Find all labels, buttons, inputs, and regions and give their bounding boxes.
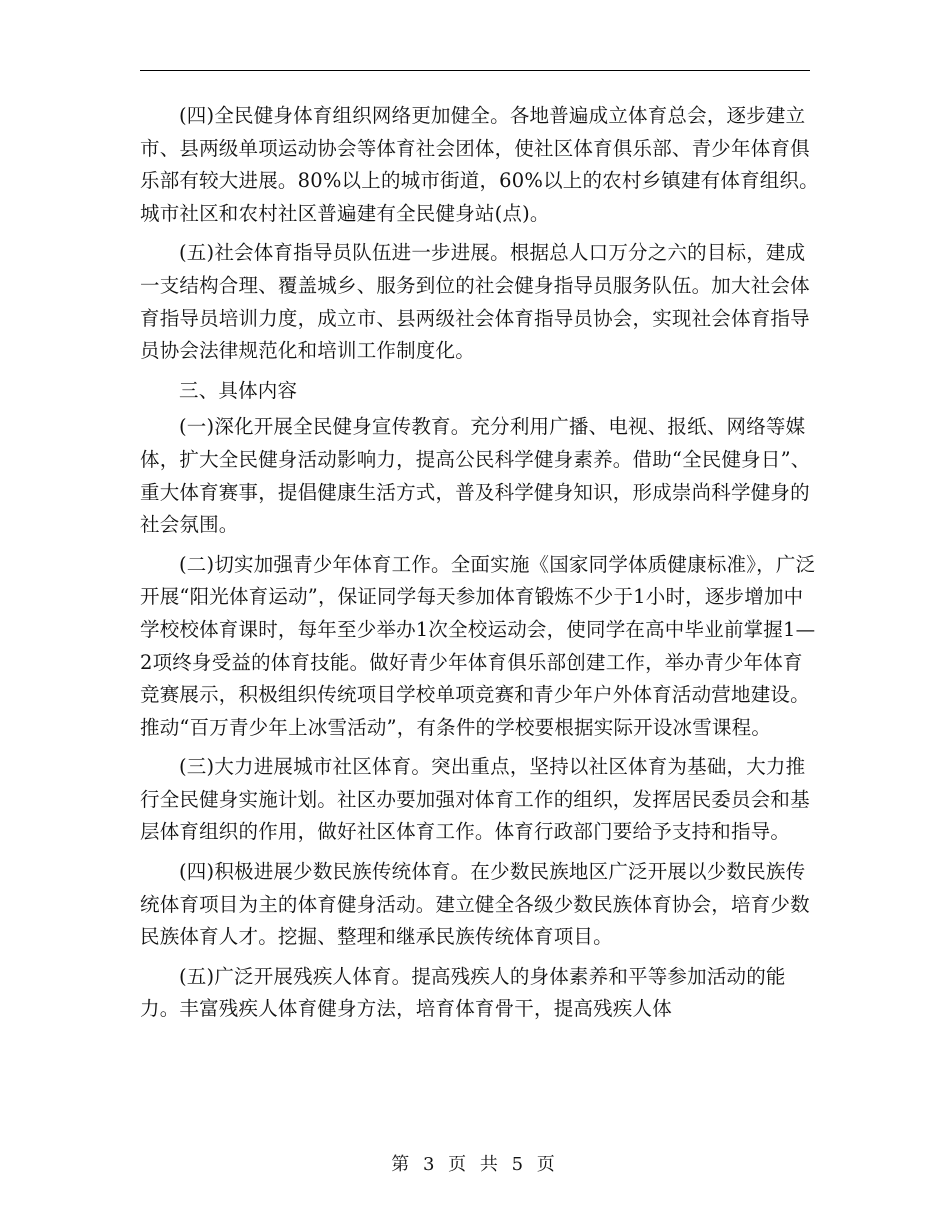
paragraph-community-sports: (三)大力进展城市社区体育。突出重点，坚持以社区体育为基础，大力推行全民健身实施计划。社区办要加强对体育工作的组织，发挥居民委员会和基层体育组织的作用，做好社区体育工作。体育行政部门要给予支持和指导。 bbox=[140, 755, 810, 844]
paragraph-publicity: (一)深化开展全民健身宣传教育。充分利用广播、电视、报纸、网络等媒体，扩大全民健身活动影响力，提高公民科学健身素养。借助“全民健身日”、重大体育赛事，提倡健康生活方式，普及科学健身知识，形成崇尚科学健身的社会氛围。 bbox=[140, 415, 811, 537]
page-number: 第 3 页 共 5 页 bbox=[391, 1154, 559, 1175]
paragraph-youth-sports: (二)切实加强青少年体育工作。全面实施《国家同学体质健康标准》，广泛开展“阳光体育运动”，保证同学每天参加体育锻炼不少于1小时，逐步增加中学校校体育课时，每年至少举办1次全校运动会，使同学在高中毕业前掌握1—2项终身受益的体育技能。做好青少年体育俱乐部创建工作，举办青少年体育竞赛展示，积极组织传统项目学校单项竞赛和青少年户外体育活动营地建设。推动“百万青少年上冰雪活动”，有条件的学校要根据实际开设冰雪课程。 bbox=[140, 552, 816, 739]
paragraph-ethnic-sports: (四)积极进展少数民族传统体育。在少数民族地区广泛开展以少数民族传统体育项目为主的体育健身活动。建立健全各级少数民族体育协会，培育少数民族体育人才。挖掘、整理和继承民族传统体育项目。 bbox=[140, 860, 810, 949]
section-heading-specific-content: 三、具体内容 bbox=[179, 378, 298, 402]
document-body bbox=[140, 100, 820, 1033]
header-rule bbox=[140, 70, 810, 71]
paragraph-instructors: (五)社会体育指导员队伍进一步进展。根据总人口万分之六的目标，建成一支结构合理、覆盖城乡、服务到位的社会健身指导员服务队伍。加大社会体育指导员培训力度，成立市、县两级社会体育指导员协会，实现社会体育指导员协会法律规范化和培训工作制度化。 bbox=[140, 241, 810, 363]
paragraph-disabled-sports: (五)广泛开展残疾人体育。提高残疾人的身体素养和平等参加活动的能力。丰富残疾人体育健身方法，培育体育骨干，提高残疾人体 bbox=[140, 964, 786, 1021]
paragraph-org-network: (四)全民健身体育组织网络更加健全。各地普遍成立体育总会，逐步建立市、县两级单项运动协会等体育社会团体，使社区体育俱乐部、青少年体育俱乐部有较大进展。80%以上的城市街道，60%以上的农村乡镇建有体育组织。城市社区和农村社区普遍建有全民健身站(点)。 bbox=[140, 104, 819, 225]
